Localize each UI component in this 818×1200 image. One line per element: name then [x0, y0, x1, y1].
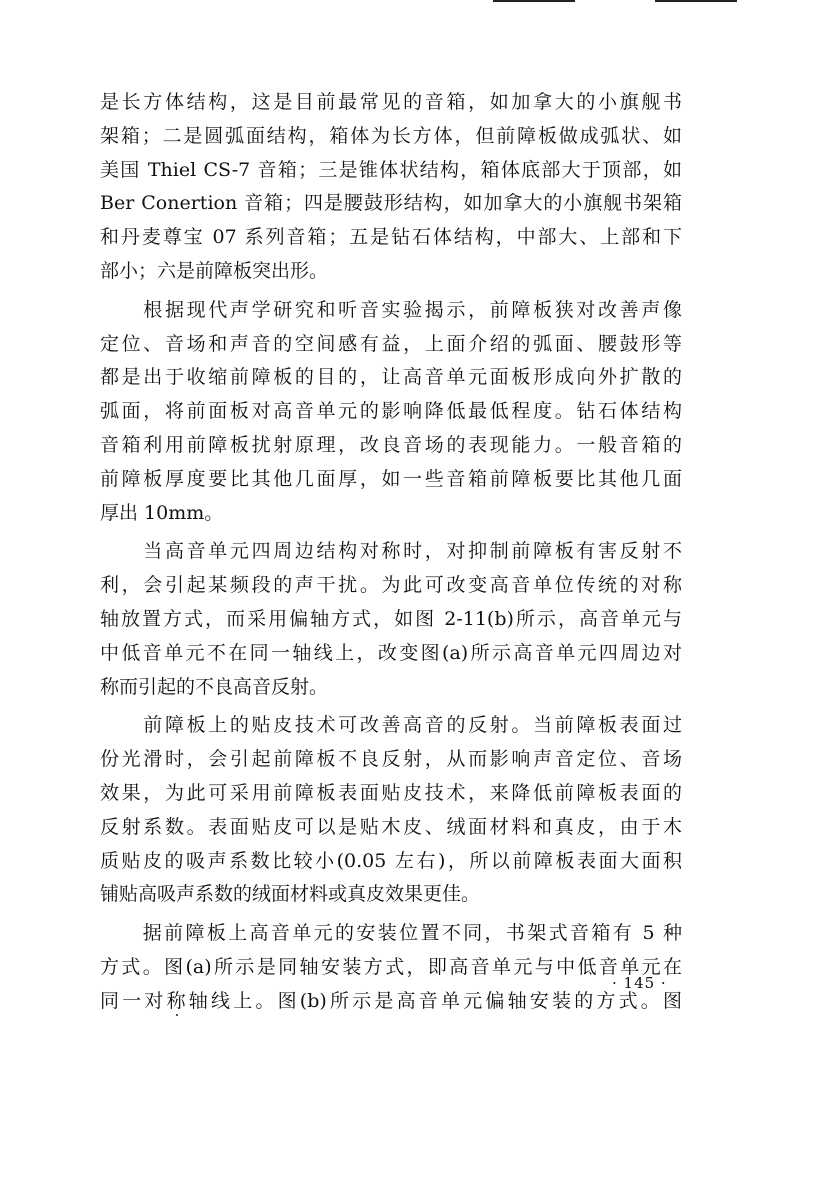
paragraph — [100, 294, 682, 531]
text-line: 架箱；二是圆弧面结构，箱体为长方体，但前障板做成弧状、如 — [100, 124, 682, 147]
paragraph — [100, 535, 682, 704]
paragraph — [100, 709, 682, 912]
top-rule-left — [493, 0, 575, 2]
text-line: 前障板厚度要比其他几面厚，如一些音箱前障板要比其他几面 — [100, 467, 682, 490]
body-text — [100, 86, 682, 1019]
text-line: 称而引起的不良高音反射。 — [100, 675, 329, 698]
top-rule-right — [655, 0, 737, 2]
scan-speck — [176, 1014, 178, 1016]
text-line: 音箱利用前障板扰射原理，改良音场的表现能力。一般音箱的 — [100, 433, 682, 456]
text-line: 厚出 10mm。 — [100, 501, 224, 524]
text-line: 部小；六是前障板突出形。 — [100, 259, 329, 282]
text-line: 质贴皮的吸声系数比较小(0.05 左右)，所以前障板表面大面积 — [100, 849, 682, 872]
text-line: 美国 Thiel CS-7 音箱；三是锥体状结构，箱体底部大于顶部，如 — [100, 158, 682, 181]
text-line: 轴放置方式，而采用偏轴方式，如图 2-11(b)所示，高音单元与 — [100, 607, 682, 630]
text-line: 中低音单元不在同一轴线上，改变图(a)所示高音单元四周边对 — [100, 641, 682, 664]
text-line: 定位、音场和声音的空间感有益，上面介绍的弧面、腰鼓形等 — [100, 332, 682, 355]
text-line: 前障板上的贴皮技术可改善高音的反射。当前障板表面过 — [100, 714, 682, 737]
text-line: 反射系数。表面贴皮可以是贴木皮、绒面材料和真皮，由于木 — [100, 815, 682, 838]
text-line: 弧面，将前面板对高音单元的影响降低最低程度。钻石体结构 — [100, 400, 682, 423]
text-line: 当高音单元四周边结构对称时，对抑制前障板有害反射不 — [100, 540, 682, 563]
text-line: 同一对称轴线上。图(b)所示是高音单元偏轴安装的方式。图 — [100, 989, 682, 1012]
text-line: 效果，为此可采用前障板表面贴皮技术，来降低前障板表面的 — [100, 781, 682, 804]
text-line: 利，会引起某频段的声干扰。为此可改变高音单位传统的对称 — [100, 574, 682, 597]
paragraph — [100, 917, 682, 1018]
text-line: 都是出于收缩前障板的目的，让高音单元面板形成向外扩散的 — [100, 366, 682, 389]
text-line: 据前障板上高音单元的安装位置不同，书架式音箱有 5 种 — [100, 922, 682, 945]
text-line: 份光滑时，会引起前障板不良反射，从而影响声音定位、音场 — [100, 748, 682, 771]
text-line: Ber Conertion 音箱；四是腰鼓形结构，如加拿大的小旗舰书架箱 — [100, 192, 682, 215]
text-line: 是长方体结构，这是目前最常见的音箱，如加拿大的小旗舰书 — [100, 91, 682, 113]
text-line: 铺贴高吸声系数的绒面材料或真皮效果更佳。 — [100, 883, 481, 906]
text-line: 根据现代声学研究和听音实验揭示，前障板狭对改善声像 — [100, 298, 682, 321]
page-number: · 145 · — [612, 974, 667, 992]
text-line: 和丹麦尊宝 07 系列音箱；五是钻石体结构，中部大、上部和下 — [100, 226, 682, 249]
paragraph — [100, 86, 682, 289]
text-line: 方式。图(a)所示是同轴安装方式，即高音单元与中低音单元在 — [100, 955, 682, 978]
